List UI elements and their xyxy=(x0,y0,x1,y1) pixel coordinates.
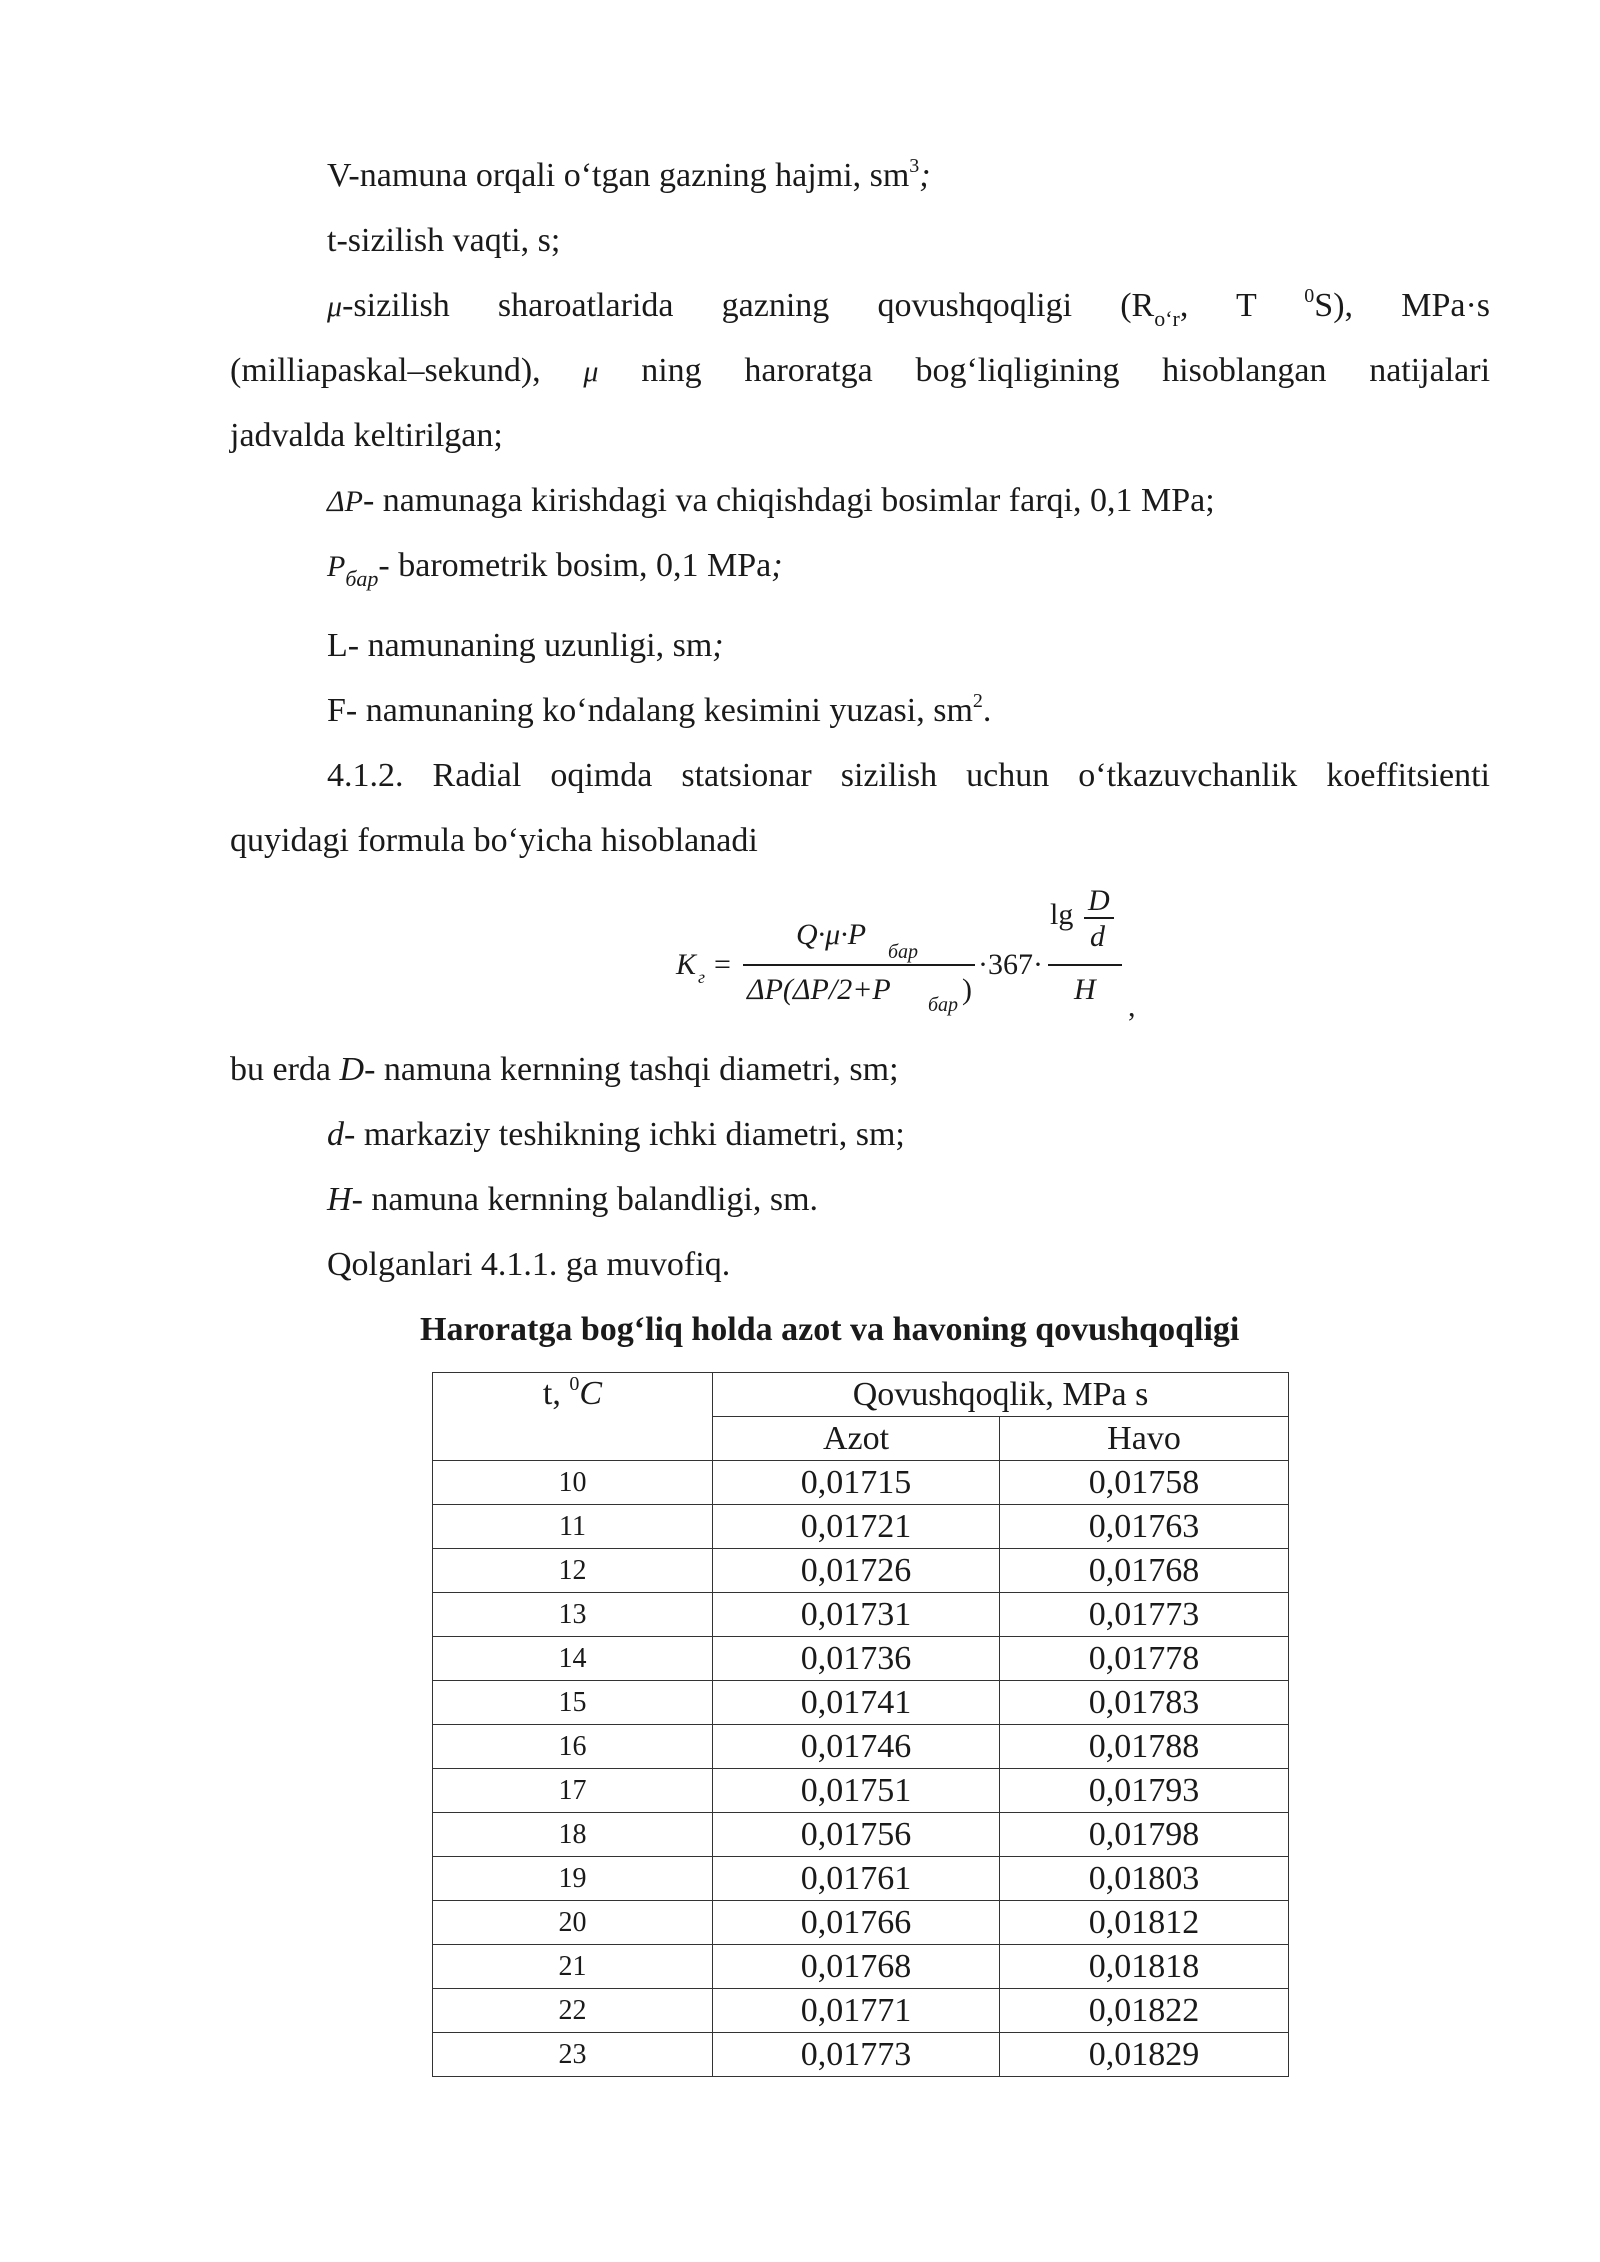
temperature-cell: 12 xyxy=(433,1549,713,1593)
table-row xyxy=(433,1681,1289,1725)
air-column-header: Havo xyxy=(1000,1417,1289,1461)
nitrogen-viscosity-cell: 0,01773 xyxy=(713,2033,1000,2077)
dp-definition: ΔP- namunaga kirishdagi va chiqishdagi bosimlar farqi, 0,1 MPa; xyxy=(327,482,1215,519)
viscosity-table xyxy=(432,1372,1289,2077)
table-body xyxy=(433,1461,1289,2077)
temperature-cell: 22 xyxy=(433,1989,713,2033)
inner-fraction-bar xyxy=(1084,917,1114,919)
table-row xyxy=(433,1813,1289,1857)
table-row xyxy=(433,1725,1289,1769)
lg-fraction-bar xyxy=(1048,964,1122,966)
nitrogen-column-header: Azot xyxy=(713,1417,1000,1461)
air-viscosity-cell: 0,01783 xyxy=(1000,1681,1289,1725)
temperature-cell: 23 xyxy=(433,2033,713,2077)
air-viscosity-cell: 0,01758 xyxy=(1000,1461,1289,1505)
air-viscosity-cell: 0,01778 xyxy=(1000,1637,1289,1681)
nitrogen-viscosity-cell: 0,01761 xyxy=(713,1857,1000,1901)
f-definition: F- namunaning ko‘ndalang kesimini yuzasi, $sm^2$. xyxy=(327,690,992,729)
nitrogen-viscosity-cell: 0,01731 xyxy=(713,1593,1000,1637)
air-viscosity-cell: 0,01818 xyxy=(1000,1945,1289,1989)
nitrogen-viscosity-cell: 0,01726 xyxy=(713,1549,1000,1593)
temperature-cell: 17 xyxy=(433,1769,713,1813)
nitrogen-viscosity-cell: 0,01766 xyxy=(713,1901,1000,1945)
temperature-cell: 11 xyxy=(433,1505,713,1549)
table-header-row xyxy=(433,1373,1289,1417)
air-viscosity-cell: 0,01763 xyxy=(1000,1505,1289,1549)
temperature-cell: 19 xyxy=(433,1857,713,1901)
air-viscosity-cell: 0,01793 xyxy=(1000,1769,1289,1813)
table-row xyxy=(433,1549,1289,1593)
air-viscosity-cell: 0,01822 xyxy=(1000,1989,1289,2033)
table-row xyxy=(433,1505,1289,1549)
temperature-cell: 20 xyxy=(433,1901,713,1945)
table-row xyxy=(433,1857,1289,1901)
temperature-cell: 18 xyxy=(433,1813,713,1857)
l-definition: L- namunaning uzunligi, sm; xyxy=(327,627,724,664)
table-row xyxy=(433,1637,1289,1681)
air-viscosity-cell: 0,01773 xyxy=(1000,1593,1289,1637)
air-viscosity-cell: 0,01803 xyxy=(1000,1857,1289,1901)
nitrogen-viscosity-cell: 0,01751 xyxy=(713,1769,1000,1813)
radial-paragraph-line1: 4.1.2. Radial oqimda statsionar sizilish uchun o‘tkazuvchanlik koeffitsienti xyxy=(327,757,1490,794)
h-definition: H- namuna kernning balandligi, sm. xyxy=(327,1181,819,1218)
v-definition: V-namuna orqali o‘tgan gazning hajmi, $sm^3$; xyxy=(327,155,931,194)
t-definition: t-sizilish vaqti, s; xyxy=(327,222,561,259)
radial-paragraph-line2: quyidagi formula bo‘yicha hisoblanadi xyxy=(230,822,758,859)
temperature-cell: 21 xyxy=(433,1945,713,1989)
table-row xyxy=(433,1989,1289,2033)
rest-note: Qolganlari 4.1.1. ga muvofiq. xyxy=(327,1246,731,1283)
air-viscosity-cell: 0,01798 xyxy=(1000,1813,1289,1857)
mu-definition-line3: jadvalda keltirilgan; xyxy=(230,417,503,454)
table-row xyxy=(433,2033,1289,2077)
table-row xyxy=(433,1593,1289,1637)
main-fraction-bar xyxy=(743,964,975,966)
nitrogen-viscosity-cell: 0,01771 xyxy=(713,1989,1000,2033)
air-viscosity-cell: 0,01768 xyxy=(1000,1549,1289,1593)
temperature-cell: 10 xyxy=(433,1461,713,1505)
nitrogen-viscosity-cell: 0,01741 xyxy=(713,1681,1000,1725)
table-caption: Haroratga bog‘liq holda azot va havoning qovushqoqligi xyxy=(420,1311,1240,1348)
pbar-definition: $P_{бар}-$ barometrik bosim, 0,1 MPa; xyxy=(327,547,783,591)
nitrogen-viscosity-cell: 0,01715 xyxy=(713,1461,1000,1505)
table-row xyxy=(433,1769,1289,1813)
d-inner-definition: d- markaziy teshikning ichki diametri, sm; xyxy=(327,1116,905,1153)
d-outer-definition: bu erda D- namuna kernning tashqi diametri, sm; xyxy=(230,1051,899,1088)
viscosity-group-header: Qovushqoqlik, MPa s xyxy=(713,1373,1289,1417)
nitrogen-viscosity-cell: 0,01736 xyxy=(713,1637,1000,1681)
permeability-formula: K г = Q·μ·P бар ΔP(ΔP/2+P бар ) ·367· lg D d H , xyxy=(676,884,1136,1023)
table-row xyxy=(433,1461,1289,1505)
temperature-cell: 16 xyxy=(433,1725,713,1769)
mu-definition-line2: (milliapaskal–sekund), μ ning haroratga bog‘liqligining hisoblangan natijalari xyxy=(230,352,1491,389)
table-row xyxy=(433,1945,1289,1989)
table-row xyxy=(433,1901,1289,1945)
nitrogen-viscosity-cell: 0,01768 xyxy=(713,1945,1000,1989)
nitrogen-viscosity-cell: 0,01746 xyxy=(713,1725,1000,1769)
air-viscosity-cell: 0,01788 xyxy=(1000,1725,1289,1769)
temperature-cell: 15 xyxy=(433,1681,713,1725)
air-viscosity-cell: 0,01812 xyxy=(1000,1901,1289,1945)
mu-definition-line1: μ-sizilish sharoatlarida gazning qovushqoqligi ($R_{o‘r}$, T $^0$S), MPa·s xyxy=(327,285,1490,331)
temperature-cell: 13 xyxy=(433,1593,713,1637)
nitrogen-viscosity-cell: 0,01756 xyxy=(713,1813,1000,1857)
temperature-column-header: t, $^0$C xyxy=(433,1373,713,1461)
air-viscosity-cell: 0,01829 xyxy=(1000,2033,1289,2077)
nitrogen-viscosity-cell: 0,01721 xyxy=(713,1505,1000,1549)
temperature-cell: 14 xyxy=(433,1637,713,1681)
